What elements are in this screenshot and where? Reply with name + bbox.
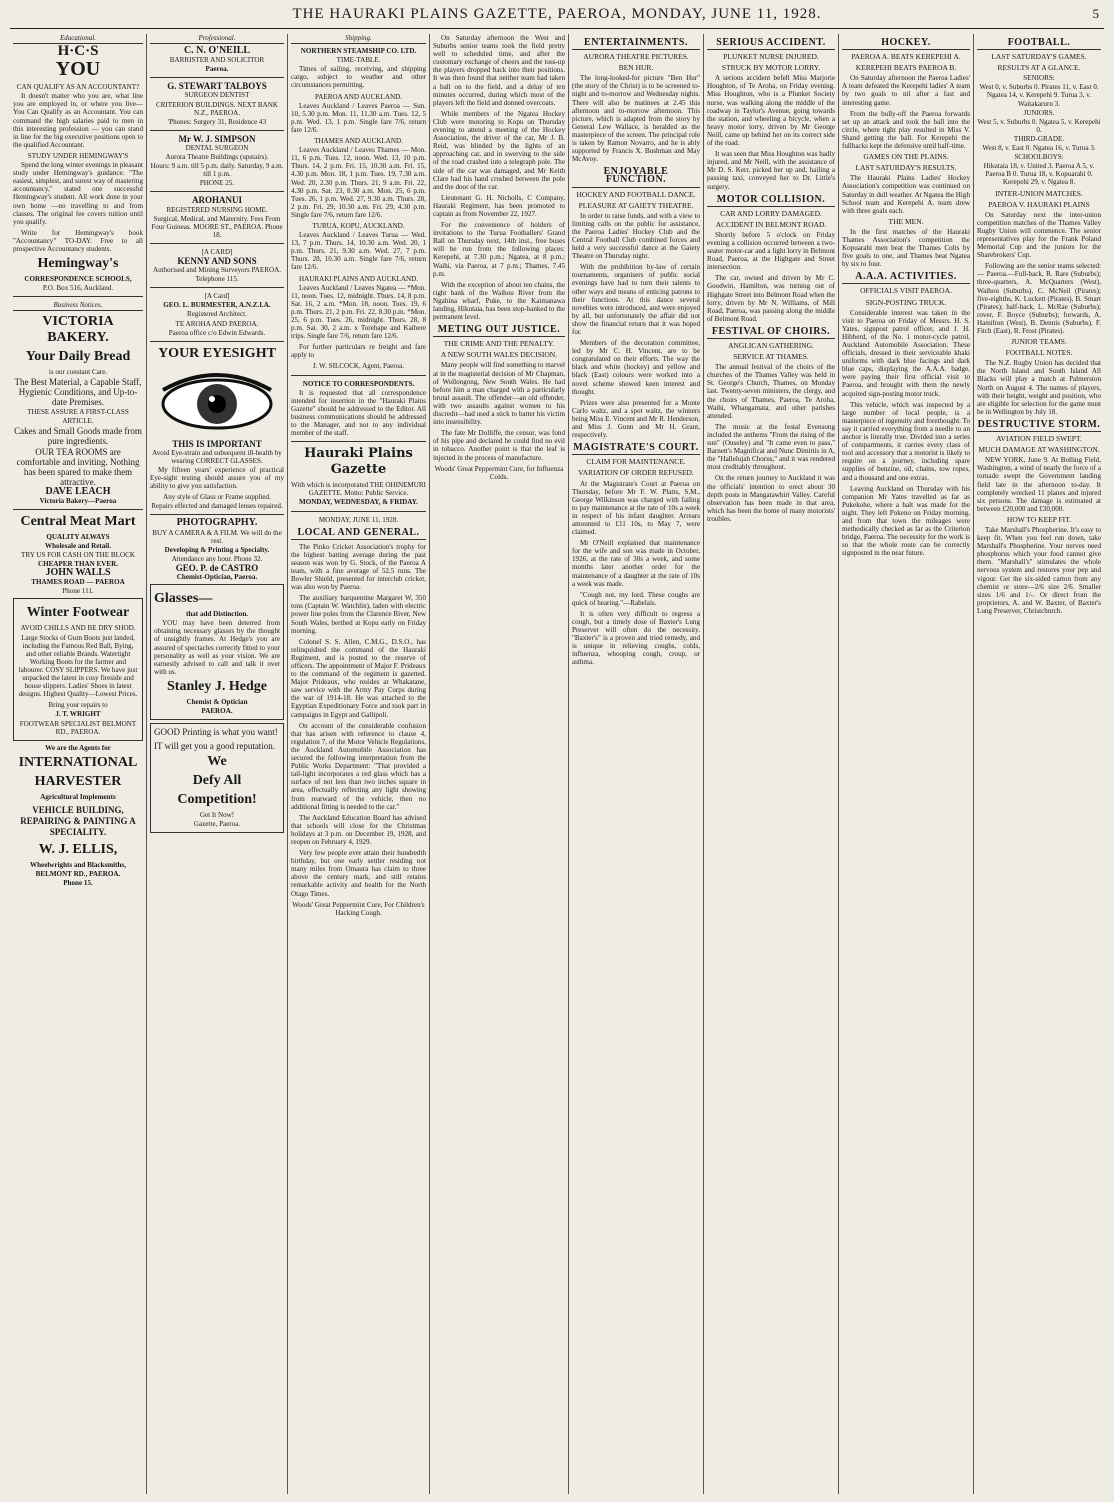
advertiser-name: W. J. ELLIS, (38, 841, 118, 857)
ad-address: BELMONT RD., PAEROA. (35, 869, 121, 878)
article-text: MONDAY, WEDNESDAY, & FRIDAY. (299, 498, 418, 507)
masthead (10, 6, 1104, 29)
ad-text: Paeroa office c/o Edwin Edwards. (168, 328, 266, 337)
article-text: In the first matches of the Hauraki Thames Association's competition the Kopuarahi men beat the Thames Colts by five goals to one, and Thames beat Ngatea by six to four. (842, 227, 970, 269)
timetable: Leaves Auckland / Leaves Paeroa — Sun. 10, 5.30 p.m. Mon. 11, 11.30 a.m. Tues. 12, 5 p.m. Wed. 13, 1 p.m. Single fare 7/6, return fare 12/6. (291, 101, 426, 134)
ad-text: VEHICLE BUILDING, REPAIRING & PAINTING A SPECIALITY. (20, 804, 136, 837)
article-subheading: OFFICIALS VISIT PAEROA. (860, 286, 952, 296)
article-text: On Saturday afternoon the Paeroa Ladies' A team defeated the Kerepehi ladies' A team by two goals to nil after a fast and interesting game. (842, 74, 970, 107)
ad-headline: PHOTOGRAPHY. (176, 517, 258, 529)
advertiser-name: J. T. WRIGHT (55, 710, 101, 719)
article-text: At the Magistrate's Court at Paeroa on Thursday, before Mr F. W. Platts, S.M., George Wilkinson was charged with failing to pay maintenance at the rate of 10s a week in respect of his infant daughter. Arrears amounted to £11 10s, to May 7, were claimed. (572, 479, 700, 537)
article-subheading: CLAIM FOR MAINTENANCE. (586, 457, 686, 467)
ad-text: SURGEON DENTIST (184, 91, 250, 100)
article-subheading: SERVICE AT THAMES. (733, 352, 809, 362)
article-text: It is requested that all correspondence intended for insertion in the "Hauraki Plains Gazette" should be addressed to the Editor. All business communications should be addressed to the Manager, and not to any individual member of the staff. (291, 388, 426, 438)
ad-text: Developing & Printing a Specialty. (164, 545, 270, 554)
glasses-ad (150, 584, 284, 720)
ad-text: QUALITY ALWAYS (46, 532, 110, 541)
ad-text: Paeroa. (205, 65, 229, 74)
article-text: The long-looked-for picture "Ben Hur" (the story of the Christ) is to be screened to-night and to-morrow and Wednesday nights. There will also be matinees at 2.45 this afternoon and to-morrow afternoon. This picture, which is adapted from the story by General Lew Wallace, is heralded as the masterpiece of the screen. The principal role is taken by Ramon Novarro, and he is ably supported by Francis X. Bushman and May McAvoy. (572, 74, 700, 164)
advertiser-name: Central Meat Mart (20, 513, 136, 529)
article-heading: METING OUT JUSTICE. (433, 324, 565, 337)
column-8 (974, 34, 1104, 1494)
article-text: While members of the Ngatea Hockey Club were motoring to Kopu on Thursday evening to attend a meeting of the Hockey Association, the driver of the car, Mr J. B. Reid, was blinded by the lights of an approaching car, and in swerving to the side of the road crashed into a telegraph pole. The side of the car was damaged, and Mr Keith Clare had his hand crushed between the pole and the door of the car. (433, 109, 565, 191)
article-heading: MAGISTRATE'S COURT. (572, 442, 700, 455)
article-subheading: LAST SATURDAY'S RESULTS. (855, 163, 957, 173)
article-subheading: AURORA THEATRE PICTURES. (583, 52, 689, 62)
ad-address: THAMES ROAD — PAEROA (31, 578, 125, 587)
article-text: The auxiliary barquentine Margaret W, 350 tons (Captain W. Watchlin), laden with electric power line poles from the Clarence River, New South Wales, berthed at Kopu early on Friday morning. (291, 594, 426, 635)
article-text: The Auckland Education Board has advised that schools will close for the Christmas holidays at 3 p.m. on December 19, 1928, and reopen on February 4, 1929. (291, 813, 426, 846)
ad-text: Woods' Great Peppermint Cure, For Children's Hacking Cough. (292, 900, 425, 917)
column-3 (288, 34, 429, 1494)
article-text: NEW YORK, June 9. At Bolling Field, Washington, a wind of nearly the force of a tornado swept the Government landing field late in the afternoon to-day. It completely wrecked 11 planes and injured six persons. The damage is estimated at between £20,000 and £30,000. (977, 456, 1101, 513)
ad-text: My fifteen years' experience of practical Eye-sight testing should assure you of my ability to give you satisfaction. (150, 466, 284, 491)
timetable: Leaves Auckland / Leaves Thames — Mon. 11, 6 p.m. Tues. 12, noon. Wed. 13, 10 p.m. Thurs. 14, 2 p.m. Fri. 15, 10.30 a.m. Fri. 15, 4.30 p.m. Mon. 18, 1 p.m. Tues. 19, 7.30 a.m. Wed. 20, 2.30 p.m. Thurs. 21, 9 a.m. Fri. 22, 4.30 p.m. Sat. 23, 8.30 a.m. Mon. 25, 6 p.m. Tues. 26, 1 p.m. Wed. 27, 9.30 a.m. Thurs. 28, 2 p.m. Fri. 29, 10.30 a.m. Fri. 29, 4.30 p.m. Single fare 7/6, return fare 12/6. (291, 146, 426, 219)
article-subheading: TURUA, KOPU, AUCKLAND. (312, 221, 405, 230)
article-text: On Saturday next the inter-union competition matches of the Thames Valley Rugby Union will commence. The senior representatives play for the Frank Poland Memorial Cup and the juniors for the Sharebrokers' Cup. (977, 210, 1101, 260)
ad-text: IT will get you a good reputation. (154, 741, 276, 752)
article-text: Leaving Auckland on Thursday with his companion Mr Yates travelled as far as Pukekohe, where a halt was made for the night. They left Pokeno on Friday morning, and from that town the mileages were methodically checked as far as the Criterion bridge, Paeroa. The necessity for the work is so that the whole route can be correctly signposted in the near future. (842, 484, 970, 558)
column-6 (704, 34, 838, 1494)
article-heading: LOCAL AND GENERAL. (291, 527, 426, 540)
ad-phone: Telephone 115. (195, 275, 239, 284)
article-subheading: ACCIDENT IN BELMONT ROAD. (715, 219, 827, 229)
article-text: "Cough not, my lord. These coughs are quick of hearing."—Rabelais. (572, 590, 700, 607)
ad-text: Hours: 9 a.m. till 5 p.m. daily. Saturday, 9 a.m. till 1 p.m. (150, 162, 284, 179)
ad-text: Get It Now! (199, 811, 235, 820)
article-subheading: ANGLICAN GATHERING. (728, 341, 814, 350)
results-heading: SENIORS: (1023, 74, 1055, 83)
article-text: With which is incorporated THE OHINEMURI GAZETTE. Motto: Public Service. (291, 481, 426, 498)
ad-text: Chemist & Optician (186, 697, 248, 706)
ad-text: REGISTERED NURSING HOME. (166, 205, 268, 214)
ad-text: BUY A CAMERA & A FILM. We will do the rest. (152, 528, 282, 545)
ad-text: Gazette, Paeroa. (193, 820, 241, 829)
article-text: For further particulars re freight and fare apply to (291, 343, 426, 360)
ad-address: FOOTWEAR SPECIALIST BELMONT RD., PAEROA. (19, 719, 137, 736)
article-heading: A.A.A. ACTIVITIES. (842, 271, 970, 284)
article-heading: NOTICE TO CORRESPONDENTS. (302, 379, 415, 388)
newspaper-title: Hauraki Plains Gazette (304, 446, 413, 478)
ad-text: Authorised and Mining Surveyors PAEROA. (152, 266, 282, 275)
advertiser-name: Hemingway's (37, 256, 119, 272)
article-text: The annual festival of the choirs of the churches of the Thames Valley was held in St. George's Church, Thames, on Monday last. Twenty-seven ministers, the clergy, and the choirs of Thames, Paeroa, Te Aroha, Waihi, Whangamata, and other parishes attended. (707, 363, 835, 420)
ad-text: YOU may have been deterred from obtaining necessary glasses by the thought of unsightly frames. At Hedge's you are assured of spectacles correctly fitted to your personality as well as your vision. We are earnestly advised to call and talk it over with us. (154, 619, 280, 676)
ad-text: is our constant Care. (48, 368, 108, 377)
printing-ad (150, 723, 284, 833)
advertiser-name: JOHN WALLS (45, 567, 111, 579)
ad-phone: PHONE 25. (199, 179, 235, 188)
article-text: J. W. SILCOCK, Agent, Paeroa. (312, 362, 405, 371)
article-heading: MOTOR COLLISION. (707, 194, 835, 207)
article-heading: ENJOYABLE FUNCTION. (572, 166, 700, 187)
article-subheading: STRUCK BY MOTOR LORRY. (721, 63, 821, 73)
article-subheading: PAEROA A. BEATS KEREPEHI A. (851, 52, 961, 62)
advertiser-name: Stanley J. Hedge (167, 678, 267, 694)
article-text: Times of sailing, receiving, and shipping cargo, subject to weather and other circumstances permitting. (291, 65, 426, 90)
article-heading: DESTRUCTIVE STORM. (977, 419, 1101, 432)
article-subheading: TIME-TABLE. (336, 56, 381, 65)
article-text: It was seen that Miss Houghton was badly injured, and Mr Neill, with the assistance of Mr D. S. Kerr, picked her up and, hailing a passing taxi, conveyed her to Dr. Little's surgery. (707, 150, 835, 191)
article-subheading: HOW TO KEEP FIT. (1006, 514, 1072, 524)
ad-text: We are the Agents for (45, 743, 111, 752)
article-text: Mr O'Neill explained that maintenance for the wife and son was made in October, 1926, at the rate of 30s a week, and some months later another order for the maintenance of a daughter at the rate of 10s a week was made. (572, 539, 700, 588)
article-subheading: AVIATION FIELD SWEPT. (996, 434, 1082, 444)
ad-phone: Phone 15. (63, 879, 93, 888)
article-text: Prizes were also presented for a Monte Carlo waltz, and a spot waltz, the winners being Miss E. Vincent and Mr R. Henderson, and Miss J. Gunn and Mr H. Grant, respectively. (572, 398, 700, 440)
ad-text: CHEAPER THAN EVER. (37, 560, 119, 569)
results-heading: JUNIORS. (1023, 108, 1055, 117)
advertiser-name: KENNY AND SONS (177, 255, 257, 266)
results-heading: SCHOOLBOYS: (1014, 153, 1064, 162)
ad-address: CRITERION BUILDINGS. NEXT BANK N.Z., PAEROA. (155, 100, 279, 117)
article-text: In order to raise funds, and with a view to limiting calls on the public for assistance, the Paeroa Ladies' Hockey Club and the Central Football Club combined forces and held a very successful dance at the Gaiety Theatre on Thursday night. (572, 211, 700, 261)
article-subheading: SIGN-POSTING TRUCK. (865, 297, 947, 307)
advertiser-name: GEO. L. BURMESTER, A.N.Z.I.A. (163, 301, 271, 310)
timetable: Leaves Auckland / Leaves Turua — Wed. 13, 7 p.m. Thurs. 14, 10.30 a.m. Wed. 20, 1 p.m. Thurs. 21, 9.30 a.m. Wed. 27, 7 p.m. Thurs. 28, 10.30 a.m. Single fare 7/6, return fare 12/6. (291, 231, 426, 272)
ad-text: PAEROA. (201, 706, 233, 715)
page-number: 5 (1092, 6, 1100, 21)
ad-headline: Defy All (192, 773, 242, 789)
article-heading: HOCKEY. (842, 37, 970, 50)
article-subheading: PLEASURE AT GAIETY THEATRE. (578, 200, 694, 210)
ad-headline: YOUR EYESIGHT (158, 345, 276, 361)
article-text: This vehicle, which was inspected by a large number of local people, is a masterpiece of ingenuity and forethought. To say it carried everything from a needle to an anchor is literally true. Divided into a series of compartments, it carries every class of tool and accessory that a motorist is likely to require on a journey, including spare supplies of benzine, oil, chains, tow ropes, and a thousand and one extras. (842, 400, 970, 482)
ad-headline: INTERNATIONAL (18, 754, 138, 770)
article-text: Many people will find something to marvel at in the magisterial decision of Mr Chapman, of Wollongong, New South Wales. He had before him a man charged with a particularly brutal assault. The offender—an old offender, with two assaults against women to his discredit—had used a stick to batter his victim into insensibility. (433, 361, 565, 427)
article-subheading: GAMES ON THE PLAINS. (863, 152, 949, 162)
ad-text: Wholesale and Retail. (44, 541, 111, 550)
timetable: Leaves Auckland / Leaves Ngatea — *Mon. 11, noon. Tues. 12, midnight. Thurs. 14, 8 p.m. Sat. 16, 2 a.m. *Mon. 18, noon. Tues. 19, 6 p.m. Thurs. 21, 2 p.m. Fri. 22, 8.30 p.m. *Mon. 25, 6 p.m. Tues. 26, midnight. Thurs. 28, 8 p.m. Sat. 30, 2 a.m. x Torehape and Kaihere trips. Single fare 7/6, return fare 12/6. (291, 283, 426, 341)
article-subheading: THAMES AND AUCKLAND. (314, 137, 403, 146)
article-heading: FESTIVAL OF CHOIRS. (707, 326, 835, 339)
ad-subheadline: that add Distinction. (185, 610, 249, 619)
article-text: It is often very difficult to regress a cough, but a timely dose of Baxter's Lung Preserver will often do the necessity. "Baxter's" is a proven and tried remedy, and is unique in relieving coughs, colds, influenza, whooping cough, croup, or asthma. (572, 609, 700, 667)
ad-text: Attendance any hour. Phone 32. (171, 554, 263, 563)
article-subheading: CAR AND LORRY DAMAGED. (720, 208, 822, 218)
article-subheading: KEREPEHI BEATS PAEROA B. (855, 63, 957, 73)
ad-text: Agricultural Implements (40, 792, 116, 801)
ad-text: Cakes and Small Goods made from pure ingredients. (14, 425, 142, 446)
section-label: Professional. (150, 34, 284, 44)
article-text: With the exception of about ten chains, the right bank of the Waihou River from the Ngahina wharf, Puke, to the Kaimanawa landing, Hikutaia, has been stop-banked to the permanent level. (433, 280, 565, 322)
ad-text: It doesn't matter who you are, what line you are employed in, or where you live— You Can Qualify as an Accountant. You can command the high salaries paid to men in this interesting profession — you can stand in line for the big executive positions open to the qualified Accountant. (13, 92, 143, 149)
column-5 (569, 34, 703, 1494)
results-list: West 8, v. East 0. Ngatea 16, v. Turua 3. (982, 144, 1096, 153)
article-subheading: JUNIOR TEAMS. (1011, 337, 1067, 347)
advertiser-name: G. STEWART TALBOYS (167, 81, 267, 92)
ad-headline: Competition! (177, 792, 257, 808)
eye-illustration (157, 366, 277, 436)
section-label: Educational. (13, 34, 143, 44)
article-subheading: PAEROA V. HAURAKI PLAINS (988, 199, 1090, 209)
ad-headline: YOU (55, 58, 101, 81)
ad-text: OUR TEA ROOMS are comfortable and inviting. Nothing has been spared to make them attractive. (16, 446, 140, 487)
advertiser-name: C. N. O'NEILL (183, 45, 251, 57)
ad-address: Aurora Theatre Buildings (upstairs). (165, 153, 269, 162)
results-list: West 0, v. Suburbs 0. Pirates 11, v. East 0. Ngatea 14, v. Kerepehi 9. Turua 3, v. Waitakaruru 3. (979, 83, 1099, 108)
article-heading: ENTERTAINMENTS. (572, 37, 700, 50)
article-subheading: VARIATION OF ORDER REFUSED. (578, 468, 694, 478)
results-list: West 5, v. Suburbs 0. Ngatea 5, v. Kerepehi 0. (977, 117, 1101, 134)
article-subheading: BEN HUR. (618, 63, 654, 73)
ad-headline: Glasses— (154, 591, 213, 607)
article-text: From the bully-off the Paeroa forwards set up an attack and took the ball into the circle, where tight play resulted in Miss V. Shand getting the ball. For Kerepehi the fullbacks kept the defensive until half-time. (842, 109, 970, 151)
article-heading: SERIOUS ACCIDENT. (707, 37, 835, 50)
article-subheading: THE CRIME AND THE PENALTY. (443, 339, 555, 349)
ad-headline: THIS IS IMPORTANT (172, 438, 262, 449)
ad-text: THESE ASSURE A FIRST-CLASS ARTICLE. (27, 408, 129, 425)
article-subheading: MUCH DAMAGE AT WASHINGTON. (978, 445, 1100, 455)
ad-text: Large Stocks of Gum Boots just landed, including the Famous Red Ball, Bying, and other reliable Brands. Watertight Working Boots for the farmer and labourer. COSY SLIPPERS. We have just unpacked the latest in cosy fireside and house slippers. Ladies' Shoes in latest designs. Highest Quality—Lowest Prices. (18, 633, 138, 699)
ad-text: Bring your repairs to (48, 701, 108, 710)
results-heading: THIRD-GRADE. (1013, 134, 1065, 143)
ad-address: P.O. Box 516, Auckland. (42, 284, 114, 293)
article-text: For the convenience of holders of invitations to the Turua Footballers' Grand Ball on Thursday next, 14th inst., free buses will be run from the following places: Kerepehi, at 7.30 p.m.; Ngatea, at 8 p.m.; Waihi, via Paeroa, at 7 p.m.; Thames, 7.45 p.m. (433, 221, 565, 278)
article-text: Lieutenant G. H. Nicholls, C Company, Hauraki Regiment, has been promoted to captain as from November 22, 1927. (433, 193, 565, 218)
ad-text: DENTAL SURGEON (185, 143, 249, 152)
masthead-title: THE HAURAKI PLAINS GAZETTE, PAEROA, MONDAY, JUNE 11, 1928. (292, 6, 822, 22)
article-text: The fate Mr Dolliffe, the censor, was fond of his pipe and declared he could find no evil in tobacco. Another point is that the leaf is injected in the process of manufacture. (433, 429, 565, 462)
article-heading: NORTHERN STEAMSHIP CO. LTD. (300, 47, 417, 56)
ad-text: [A Card] (204, 292, 230, 301)
ad-subheadline: CAN QUALIFY AS AN ACCOUNTANT? (16, 83, 140, 92)
issue-date: MONDAY, JUNE 11, 1928. (318, 515, 399, 524)
advertiser-name: Mr W. J. SIMPSON (178, 133, 256, 144)
ad-text: Registered Architect. (187, 310, 247, 319)
ad-text: Spend the long winter evenings in pleasant study under Hemingway's guidance. "The easiest, simplest, and surest way of mastering accountancy," stated one successful Hemingway's student. All work done in your own home —no travelling to and from classes. The original fee covers tuition until you qualify. (13, 161, 143, 226)
ad-text: TE AROHA AND PAEROA. (175, 319, 259, 328)
article-text: Very few people ever attain their hundredth birthday, but one early settler residing not many miles from Omaura has claim to three above the century mark, and still retains remarkable activity and health for the North Otago Times. (291, 849, 426, 898)
advertiser-name: DAVE LEACH (45, 485, 111, 497)
article-text: The music at the festal Evensong included the anthems "From the rising of the sun" (Ouseley) and "It came even to pass," Barnett's Magnificat and Nunc Dimittis in A, the "Hallelujah Chorus," and it was rendered most creditably throughout. (707, 422, 835, 472)
article-subheading: FOOTBALL NOTES. (1005, 348, 1073, 358)
article-text: On Saturday afternoon the West and Suburbs senior teams took the field pretty well to scheduled time, and after the customary exchange of cheers and the toss-up the players dropped back into their positions. It was then found that neither team had taken a ball on to the field, and a delay of ten minutes occurred, during which most of the players left the field and donned overcoats. (433, 34, 565, 107)
article-subheading: HOCKEY AND FOOTBALL DANCE. (576, 189, 696, 199)
ad-text: Victoria Bakery—Paeroa (39, 496, 117, 505)
ad-headline: HARVESTER (34, 773, 122, 789)
column-4 (430, 34, 568, 1494)
article-subheading: PLUNKET NURSE INJURED. (723, 52, 819, 62)
ad-headline: We (207, 754, 227, 770)
ad-text: Woods' Great Peppermint Cure, for Influenza Colds. (434, 464, 564, 481)
article-subheading: A NEW SOUTH WALES DECISION. (440, 350, 558, 360)
article-text: With the prohibition by-law of certain tournaments, organisers of public social evenings have had to turn their talents to other ways and means of enticing patrons to their functions. At this dance several novelties were introduced, and were enjoyed by all, but unfortunately the affair did not show the financial return that it was hoped for. (572, 263, 700, 336)
hcs-logo: H·C·S (57, 43, 99, 60)
article-text: The N.Z. Rugby Union has decided that the North Island and South Island All Blacks will play a match at Palmerston North on August 4. The names of players, with their height, weight and position, who are eligible for selection for the game must be in Wellington by July 18. (977, 359, 1101, 416)
article-subheading: HAURAKI PLAINS AND AUCKLAND. (298, 274, 419, 283)
article-subheading: PAEROA AND AUCKLAND. (314, 92, 403, 101)
ad-text: Surgical, Medical, and Maternity. Fees From Four Guineas. MOORE ST., PAEROA. Phone 18. (151, 214, 283, 239)
ad-headline: Winter Footwear (26, 605, 130, 621)
column-1 (10, 34, 146, 1494)
article-text: Considerable interest was taken in the visit to Paeroa on Friday of Messrs. H. S. Yates, signpost patrol officer, and J. H. Hibberd, of the No. 1 motor-cycle patrol, Auckland Automobile Association. These officials, dressed in their serviceable khaki uniforms with dark blue facings and dark blue caps, displaying the A.A.A. badge, were paying their first official visit to Paeroa, and brought with them the newly acquired sign-posting motor truck. (842, 308, 970, 398)
article-text: A serious accident befell Miss Marjorie Houghton, of Te Aroha, on Friday evening. Miss Houghton, who is a Plunket Society nurse, was walking along the middle of the roadway in Taylor's Avenue, going towards the station, and wheeling a bicycle, when a heavy motor lorry, driven by Mr George Neill, came up behind her on its correct side of the road. (707, 74, 835, 148)
article-text: On account of the considerable confusion that has arisen with reference to clause 4, regulation 7, of the Motor Vehicle Regulations, the Auckland Automobile Association has secured the following interpretation from the Public Works Department: "That provided a tail-light incorporates a red glass which has a surface of not less than two inches square in area, effectually reflecting any light showing from rearward of the vehicle, then no additional fitting is needed to the car." (291, 721, 426, 811)
ad-text: Avoid Eye-strain and subsequent ill-health by wearing CORRECT GLASSES. (152, 448, 282, 465)
ad-text: Wheelwrights and Blacksmiths, (30, 860, 126, 869)
results-list: Hikutaia 18, v. United 3. Paeroa A 5, v. Paeroa B 0. Turua 18, v. Kopuarahi 0. Kerepehi 29, v. Ngatea 8. (983, 162, 1095, 187)
article-text: The car, owned and driven by Mr C. Goodwin, Hamilton, was turning out of Highgate Street into Belmont Road when the lorry, driven by Mr N. Williams, of Mill Road, Paeroa, was passing along the middle of Belmont Road. (707, 274, 835, 323)
ad-text: Write for Hemingway's book "Accountancy" TO-DAY. Free to all prospective Accountancy students. (13, 228, 143, 253)
advertiser-name: GEO. P. de CASTRO (175, 562, 259, 573)
section-label: Shipping. (291, 34, 426, 44)
article-subheading: RESULTS AT A GLANCE. (997, 63, 1081, 73)
ad-heading: STUDY UNDER HEMINGWAY'S (27, 151, 129, 160)
ad-headline: Your Daily Bread (25, 349, 131, 365)
article-subheading: LAST SATURDAY'S GAMES. (991, 52, 1087, 62)
article-text: Members of the decoration committee, led by Mr C. H. Vincent, are to be congratulated on their efforts. The way the black and white (hockey) and yellow and black (East) colours were worked into a novel scheme showed keen interest and thought. (572, 339, 700, 396)
column-2 (147, 34, 287, 1494)
advertiser-name: VICTORIA BAKERY. (42, 314, 114, 346)
article-subheading: INTER-UNION MATCHES. (995, 188, 1083, 198)
ad-text: Repairs effected and damaged lenses repaired. (151, 502, 283, 511)
ad-text: [A CARD] (201, 247, 233, 256)
article-text: Shortly before 5 o'clock on Friday evening a collision occurred between a two-seater motor-car and a light lorry in Belmont Road, Paeroa, at the Highgate and Street intersection. (707, 230, 835, 272)
article-text: The Pinko Cricket Association's trophy for the highest batting average during the past season was won by G. Stock, of the Paeroa A team, with a fine average of 52.5 runs. The Bowler Shield, presented for interclub cricket, was also won by Paeroa. (291, 542, 426, 592)
ad-text: Any style of Glass or Frame supplied. (163, 493, 271, 502)
article-text: Take Marshall's Phospherine. It's easy to keep fit. When you feel run down, take Marshall's Phospherine. Your nerves need phosphorus which your food cannot give them. "Marshall's" stimulates the whole nervous system and restores your pep and vigour. Get the six-sided carton from any chemist or store—2/6 size 2/6. Smaller sizes 1/6 and 1/-. Or direct from the proprietors, A. and W. Baxter, of Baxter's Lung Preserver, Christchurch. (977, 525, 1101, 615)
ad-phone: 'Phones: Surgery 31, Residence 43 (167, 117, 267, 126)
ad-text: GOOD Printing is what you want! (154, 727, 278, 738)
ad-text: BARRISTER AND SOLICITOR (169, 56, 265, 65)
article-text: The Hauraki Plains Ladies' Hockey Association's competition was continued on Saturday in dull weather. At Ngatea the High School team and Kerepehi A. team drew with three goals each. (842, 174, 970, 215)
article-text: Colonel S. S. Allen, C.M.G., D.S.O., has relinquished the command of the Hauraki Regiment, and is posted to the reserve of officers. The appointment of Major F. Prideaux to the command of the regiment is gazetted. Major Prideaux, who resides at Whakatane, saw service with the Army Pay Corps during the war of 1914-18. He was attached to the Egyptian Expeditionary Force and took part in campaigns in Egypt and Gallipoli. (291, 637, 426, 719)
ad-phone: Phone 111. (62, 587, 94, 596)
article-heading: FOOTBALL. (977, 37, 1101, 50)
footwear-ad (13, 598, 143, 740)
ad-text: The Best Material, a Capable Staff, Hygienic Conditions, and Up-to-date Premises. (14, 377, 142, 408)
advertiser-name: AROHANUI (191, 195, 242, 206)
ad-text: AVOID CHILLS AND BE DRY SHOD. (20, 624, 136, 633)
section-label: Business Notices. (13, 301, 143, 311)
article-subheading: THE MEN. (888, 216, 924, 226)
article-text: On the return journey to Auckland it was the officials' intention to erect about 30 depth posts in Mangatawhiri Valley. Careful observation has been made in that area, which has been the home of many motorists' troubles. (707, 474, 835, 523)
ad-text: TRY US FOR CASH ON THE BLOCK (21, 551, 135, 559)
article-text: Following are the senior teams selected:— Paeroa.—Full-back, R. Rare (Suburbs); three-quarters, A. McQuarters (West), Waihou (Suburbs), C. McNeil (Pirates); five-eighths, K. Luckett (Pirates), B. Smart (Pirates); half-back, L. McRae (Suburbs); rover, F. Boyce (Suburbs); forwards, A. Hamilton (West), B. Dennis (Suburbs), F. Fitch (East), R. Frost (Pirates). (977, 262, 1101, 335)
ad-text: Chemist-Optician, Paeroa. (176, 573, 258, 582)
advertiser-name: CORRESPONDENCE SCHOOLS, (24, 275, 132, 284)
column-7 (839, 34, 973, 1494)
